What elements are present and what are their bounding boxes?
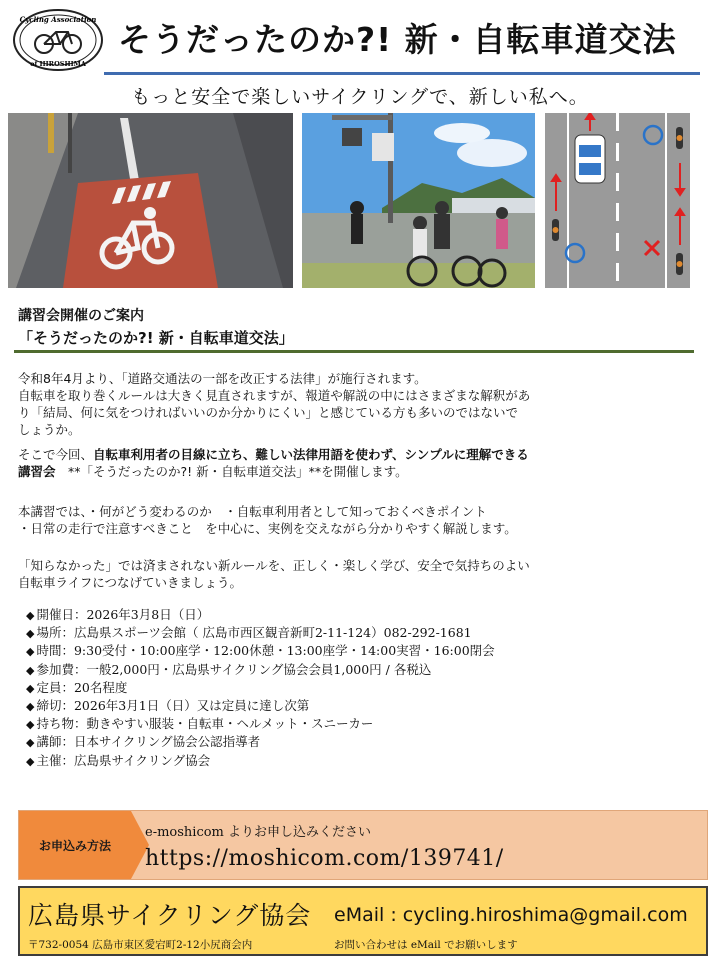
intro-line: 令和8年4月より、「道路交通法の一部を改正する法律」が施行されます。 [18, 371, 427, 386]
closing-line: 「知らなかった」では済まされない新ルールを、正しく・楽しく学び、安全で気持ちのよい [18, 558, 530, 573]
page-title: そうだったのか?! 新・自転車道交法 [118, 20, 677, 59]
intro-text: **「そうだったのか?! 新・自転車道交法」**を開催します。 [55, 464, 408, 479]
info-label: 持ち物： [36, 716, 87, 732]
course-line: 本講習では、・何がどう変わるのか ・自転車利用者として知っておくべきポイント [18, 504, 487, 519]
info-value: 広島県スポーツ会館（ 広島市西区観音新町2-11-124）082-292-1681 [73, 625, 472, 641]
info-item [26, 715, 495, 733]
course-heading: 「そうだったのか?! 新・自転車道交法」 [18, 329, 294, 347]
diamond-bullet-icon: ◆ [26, 681, 35, 695]
contact-note: お問い合わせは eMail でお願いします [334, 939, 518, 951]
info-label: 開催日： [36, 607, 87, 622]
info-value: 2026年3月8日（日） [86, 607, 210, 622]
contact-email-link[interactable]: eMail : cycling.hiroshima@gmail.com [334, 904, 688, 926]
intro-line: 自転車を取り巻くルールは大きく見直されますが、報道や解説の中にはさまざまな解釈があ [18, 388, 531, 403]
info-label: 締切： [36, 698, 74, 714]
logo-text-bottom: of HIROSHIMA [30, 60, 86, 68]
course-line: ・日常の走行で注意すべきこと を中心に、実例を交えながら分かりやすく解説します。 [18, 521, 517, 536]
diamond-bullet-icon: ◆ [26, 627, 35, 641]
footer-box [18, 886, 708, 956]
event-info-list [26, 606, 495, 770]
cyclists-photo [302, 113, 535, 288]
organization-address: 〒732-0054 広島市東区愛宕町2-12小尻商会内 [28, 939, 253, 951]
diamond-bullet-icon: ◆ [26, 663, 35, 677]
notice-heading: 講習会開催のご案内 [18, 308, 144, 324]
closing-line: 自転車ライフにつなげていきましょう。 [18, 575, 243, 590]
diamond-bullet-icon: ◆ [26, 645, 35, 659]
title-divider [104, 72, 700, 75]
association-logo [12, 8, 104, 72]
bike-lane-photo [8, 113, 293, 288]
info-value: 20名程度 [73, 679, 128, 695]
info-value: 広島県サイクリング協会 [73, 752, 211, 768]
diamond-bullet-icon: ◆ [26, 736, 35, 750]
page-subtitle: もっと安全で楽しいサイクリングで、新しい私へ。 [131, 86, 589, 108]
info-item [26, 661, 495, 679]
application-note: e-moshicom よりお申し込みください [145, 825, 372, 840]
section-divider [14, 350, 694, 353]
diamond-bullet-icon: ◆ [26, 700, 35, 714]
intro-line: り「結局、何に気をつければいいのか分かりにくい」と感じている方も多いのではないで [18, 405, 519, 420]
intro-line: しょうか。 [18, 422, 81, 437]
logo-text-top: Cycling Association [19, 15, 97, 24]
info-value: 動きやすい服装・自転車・ヘルメット・スニーカー [86, 716, 374, 732]
info-value: 日本サイクリング協会公認指導者 [73, 734, 261, 750]
diamond-bullet-icon: ◆ [26, 718, 35, 732]
info-label: 定員： [36, 679, 74, 695]
application-label: お申込み方法 [19, 811, 131, 879]
intro-bold-text: 講習会 [18, 464, 56, 479]
intro-text: そこで今回、 [18, 447, 94, 462]
info-label: 時間： [36, 643, 74, 659]
info-label: 講師： [36, 734, 74, 750]
info-item [26, 642, 495, 660]
intro-line-emphasis [18, 446, 529, 463]
info-item [26, 697, 495, 715]
traffic-rule-diagram [545, 113, 690, 288]
application-url-link[interactable]: https://moshicom.com/139741/ [145, 846, 504, 871]
intro-bold-text: 自転車利用者の目線に立ち、難しい法律用語を使わず、シンプルに理解できる [93, 447, 529, 462]
info-value: 9:30受付・10:00座学・12:00休憩・13:00座学・14:00実習・16:00閉会 [73, 643, 495, 659]
diamond-bullet-icon: ◆ [26, 754, 35, 768]
info-value: 一般2,000円・広島県サイクリング協会会員1,000円 / 各税込 [86, 661, 432, 677]
info-item [26, 752, 495, 770]
info-item [26, 733, 495, 751]
application-box [18, 810, 708, 880]
organization-name: 広島県サイクリング協会 [28, 901, 312, 930]
intro-line-emphasis [18, 463, 408, 480]
info-label: 主催： [36, 752, 74, 768]
diamond-bullet-icon: ◆ [26, 609, 35, 622]
info-item [26, 624, 495, 642]
info-label: 参加費： [36, 661, 87, 677]
info-item [26, 679, 495, 697]
info-label: 場所： [36, 625, 74, 641]
info-value: 2026年3月1日（日）又は定員に達し次第 [73, 698, 310, 714]
info-item [26, 606, 495, 624]
